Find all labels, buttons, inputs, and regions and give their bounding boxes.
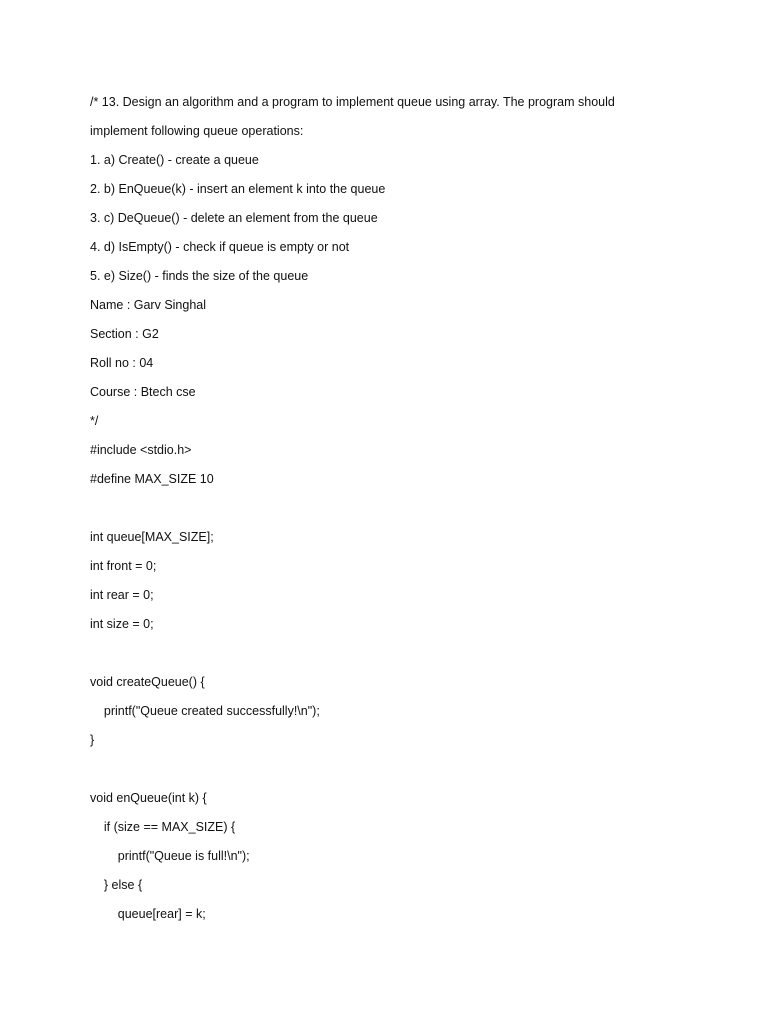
document-line: }	[90, 733, 95, 747]
document-line: int queue[MAX_SIZE];	[90, 530, 214, 544]
document-line: printf("Queue is full!\n");	[90, 849, 250, 863]
document-line: #define MAX_SIZE 10	[90, 472, 214, 486]
document-line: Name : Garv Singhal	[90, 298, 207, 312]
document-line: #include <stdio.h>	[90, 443, 192, 457]
document-line: 2. b) EnQueue(k) - insert an element k into the queue	[90, 182, 386, 196]
document-line: Section : G2	[90, 327, 159, 341]
blank-line	[90, 643, 690, 672]
document-line: void enQueue(int k) {	[90, 791, 207, 805]
document-line: implement following queue operations:	[90, 124, 304, 138]
document-line: int size = 0;	[90, 617, 154, 631]
document-line: 4. d) IsEmpty() - check if queue is empty or not	[90, 240, 350, 254]
document-line: Course : Btech cse	[90, 385, 196, 399]
document-line: /* 13. Design an algorithm and a program to implement queue using array. The program should	[90, 95, 615, 109]
document-line: void createQueue() {	[90, 675, 205, 689]
document-line: printf("Queue created successfully!\n");	[90, 704, 320, 718]
document-line: queue[rear] = k;	[90, 907, 206, 921]
document-line: int rear = 0;	[90, 588, 154, 602]
document-line: int front = 0;	[90, 559, 157, 573]
blank-line	[90, 498, 690, 527]
document-line: Roll no : 04	[90, 356, 154, 370]
document-line: 3. c) DeQueue() - delete an element from the queue	[90, 211, 378, 225]
document-line: 1. a) Create() - create a queue	[90, 153, 259, 167]
document-body	[90, 92, 690, 933]
document-line: } else {	[90, 878, 143, 892]
document-line: if (size == MAX_SIZE) {	[90, 820, 236, 834]
document-line: */	[90, 414, 99, 428]
blank-line	[90, 759, 690, 788]
document-line: 5. e) Size() - finds the size of the queue	[90, 269, 309, 283]
